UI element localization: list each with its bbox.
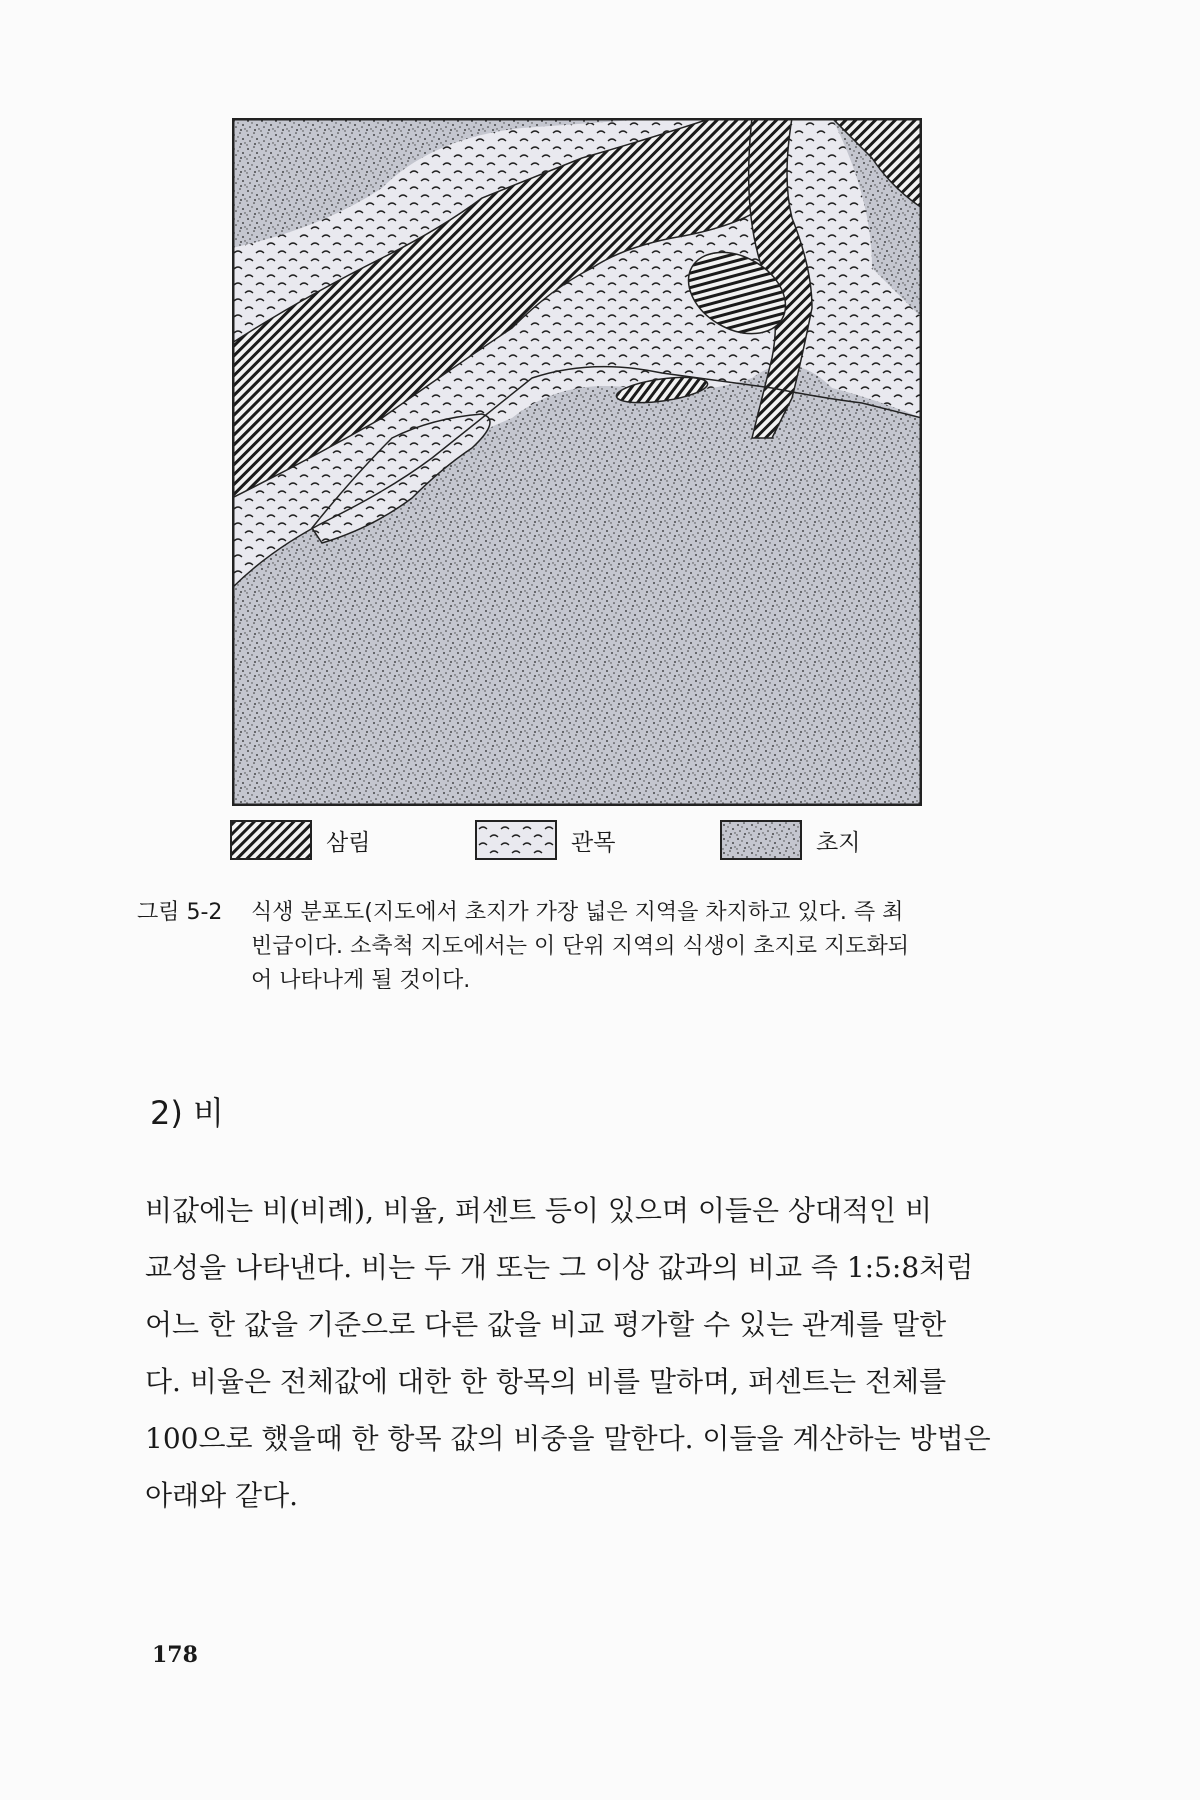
caption-line: 빈급이다. 소축척 지도에서는 이 단위 지역의 식생이 초지로 지도화되 (251, 934, 909, 959)
vegetation-map (232, 118, 922, 806)
vegetation-map-figure (232, 118, 922, 806)
paragraph-line: 비값에는 비(비례), 비율, 퍼센트 등이 있으며 이들은 상대적인 비 (145, 1194, 933, 1227)
caption-line: 어 나타나게 될 것이다. (251, 968, 471, 993)
legend-swatch-grassland (720, 820, 802, 860)
legend-label-shrub: 관목 (571, 829, 616, 856)
body-paragraph (145, 1182, 1045, 1524)
paragraph-line: 다. 비율은 전체값에 대한 한 항목의 비를 말하며, 퍼센트는 전체를 (145, 1365, 947, 1398)
section-heading: 2) 비 (150, 1094, 224, 1132)
caption-text (251, 896, 1031, 998)
caption-label: 그림 5-2 (137, 900, 223, 925)
legend-item-forest (230, 820, 370, 860)
legend-swatch-forest (230, 820, 312, 860)
paragraph-line: 어느 한 값을 기준으로 다른 값을 비교 평가할 수 있는 관계를 말한 (145, 1308, 947, 1341)
legend-item-shrub (475, 820, 615, 860)
caption-line: 식생 분포도(지도에서 초지가 가장 넓은 지역을 차지하고 있다. 즉 최 (251, 900, 904, 925)
paragraph-line: 100으로 했을때 한 항목 값의 비중을 말한다. 이들을 계산하는 방법은 (145, 1422, 991, 1455)
paragraph-line: 교성을 나타낸다. 비는 두 개 또는 그 이상 값과의 비교 즉 1:5:8처럼 (145, 1251, 974, 1284)
legend-label-grassland: 초지 (816, 829, 861, 856)
legend-item-grassland (720, 820, 860, 860)
page-number: 178 (152, 1642, 198, 1668)
legend-swatch-shrub (475, 820, 557, 860)
map-legend (230, 820, 930, 864)
legend-label-forest: 삼림 (326, 829, 371, 856)
paragraph-line: 아래와 같다. (145, 1479, 299, 1512)
